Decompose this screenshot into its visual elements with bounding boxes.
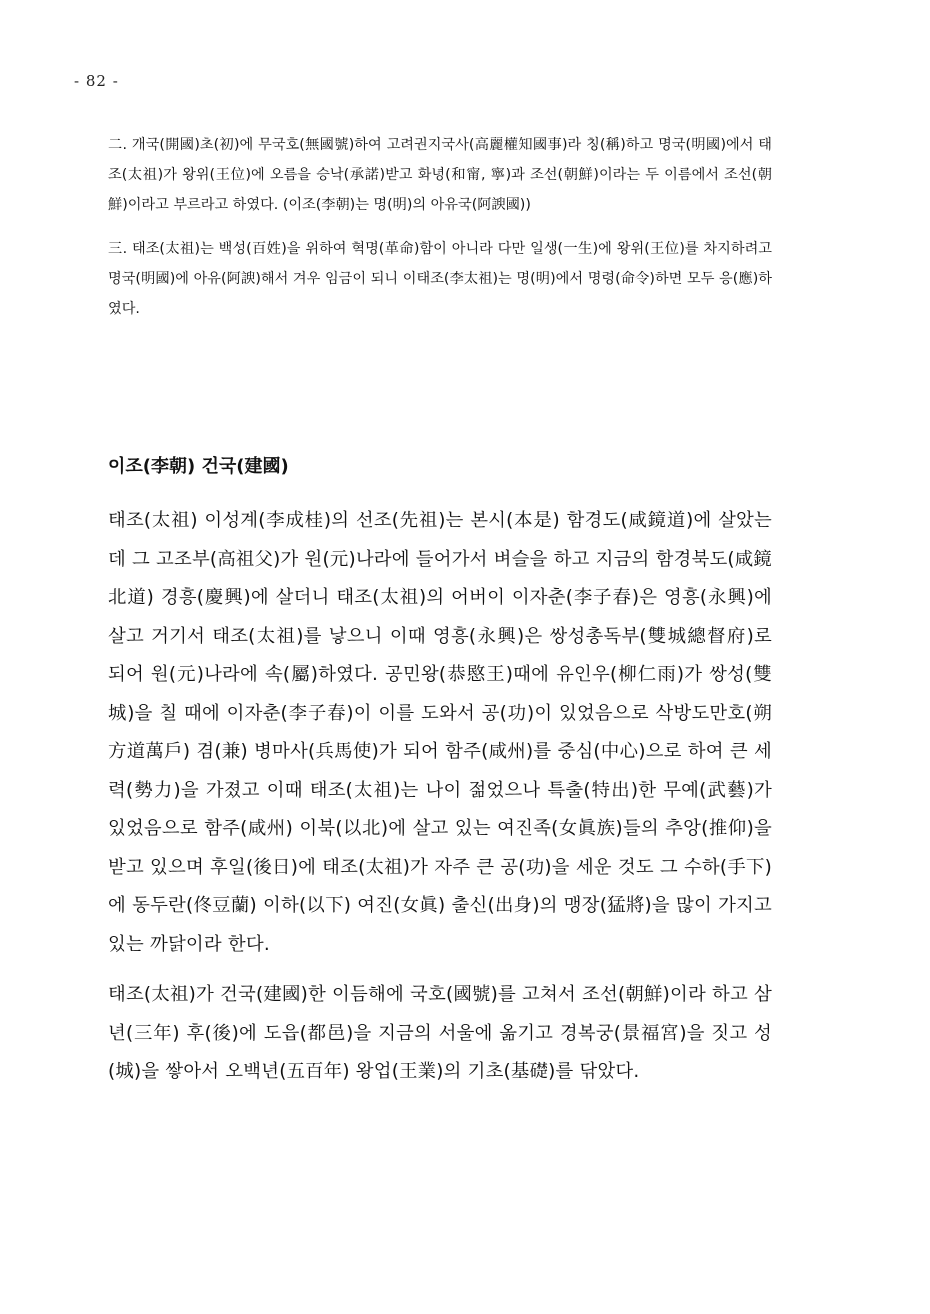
footnote-2: 二. 개국(開國)초(初)에 무국호(無國號)하여 고려권지국사(高麗權知國事)라 칭(稱)하고 명국(明國)에서 태조(太祖)가 왕위(王位)에 오름을 승낙(承諾)받고 화녕(和甯, 寧)과 조선(朝鮮)이라는 두 이름에서 조선(朝鮮)이라고 부르라고 하였다. (이조(李朝)는 명(明)의 아유국(阿諛國)) — [108, 137, 772, 213]
section-body — [108, 502, 772, 1104]
footnotes — [108, 130, 772, 338]
page-number: - 82 - — [74, 72, 119, 90]
footnote-3: 三. 태조(太祖)는 백성(百姓)을 위하여 혁명(革命)함이 아니라 다만 일생(一生)에 왕위(王位)를 차지하려고 명국(明國)에 아유(阿諛)해서 겨우 임금이 되니 이태조(李太祖)는 명(明)에서 명령(命令)하면 모두 응(應)하였다. — [108, 241, 772, 317]
body-paragraph-1: 태조(太祖) 이성계(李成桂)의 선조(先祖)는 본시(本是) 함경도(咸鏡道)에 살았는데 그 고조부(高祖父)가 원(元)나라에 들어가서 벼슬을 하고 지금의 함경북도(咸鏡北道) 경흥(慶興)에 살더니 태조(太祖)의 어버이 이자춘(李子春)은 영흥(永興)에 살고 거기서 태조(太祖)를 낳으니 이때 영흥(永興)은 쌍성총독부(雙城總督府)로 되어 원(元)나라에 속(屬)하였다. 공민왕(恭愍王)때에 유인우(柳仁雨)가 쌍성(雙城)을 칠 때에 이자춘(李子春)이 이를 도와서 공(功)이 있었음으로 삭방도만호(朔方道萬戶) 겸(兼) 병마사(兵馬使)가 되어 함주(咸州)를 중심(中心)으로 하여 큰 세력(勢力)을 가졌고 이때 태조(太祖)는 나이 젊었으나 특출(特出)한 무예(武藝)가 있었음으로 함주(咸州) 이북(以北)에 살고 있는 여진족(女眞族)들의 추앙(推仰)을 받고 있으며 후일(後日)에 태조(太祖)가 자주 큰 공(功)을 세운 것도 그 수하(手下)에 동두란(佟豆蘭) 이하(以下) 여진(女眞) 출신(出身)의 맹장(猛將)을 많이 가지고 있는 까닭이라 한다. — [108, 510, 772, 955]
section-heading: 이조(李朝) 건국(建國) — [108, 456, 289, 477]
body-paragraph-2: 태조(太祖)가 건국(建國)한 이듬해에 국호(國號)를 고쳐서 조선(朝鮮)이라 하고 삼년(三年) 후(後)에 도읍(都邑)을 지금의 서울에 옮기고 경복궁(景福宮)을 짓고 성(城)을 쌓아서 오백년(五百年) 왕업(王業)의 기초(基礎)를 닦았다. — [108, 984, 772, 1082]
